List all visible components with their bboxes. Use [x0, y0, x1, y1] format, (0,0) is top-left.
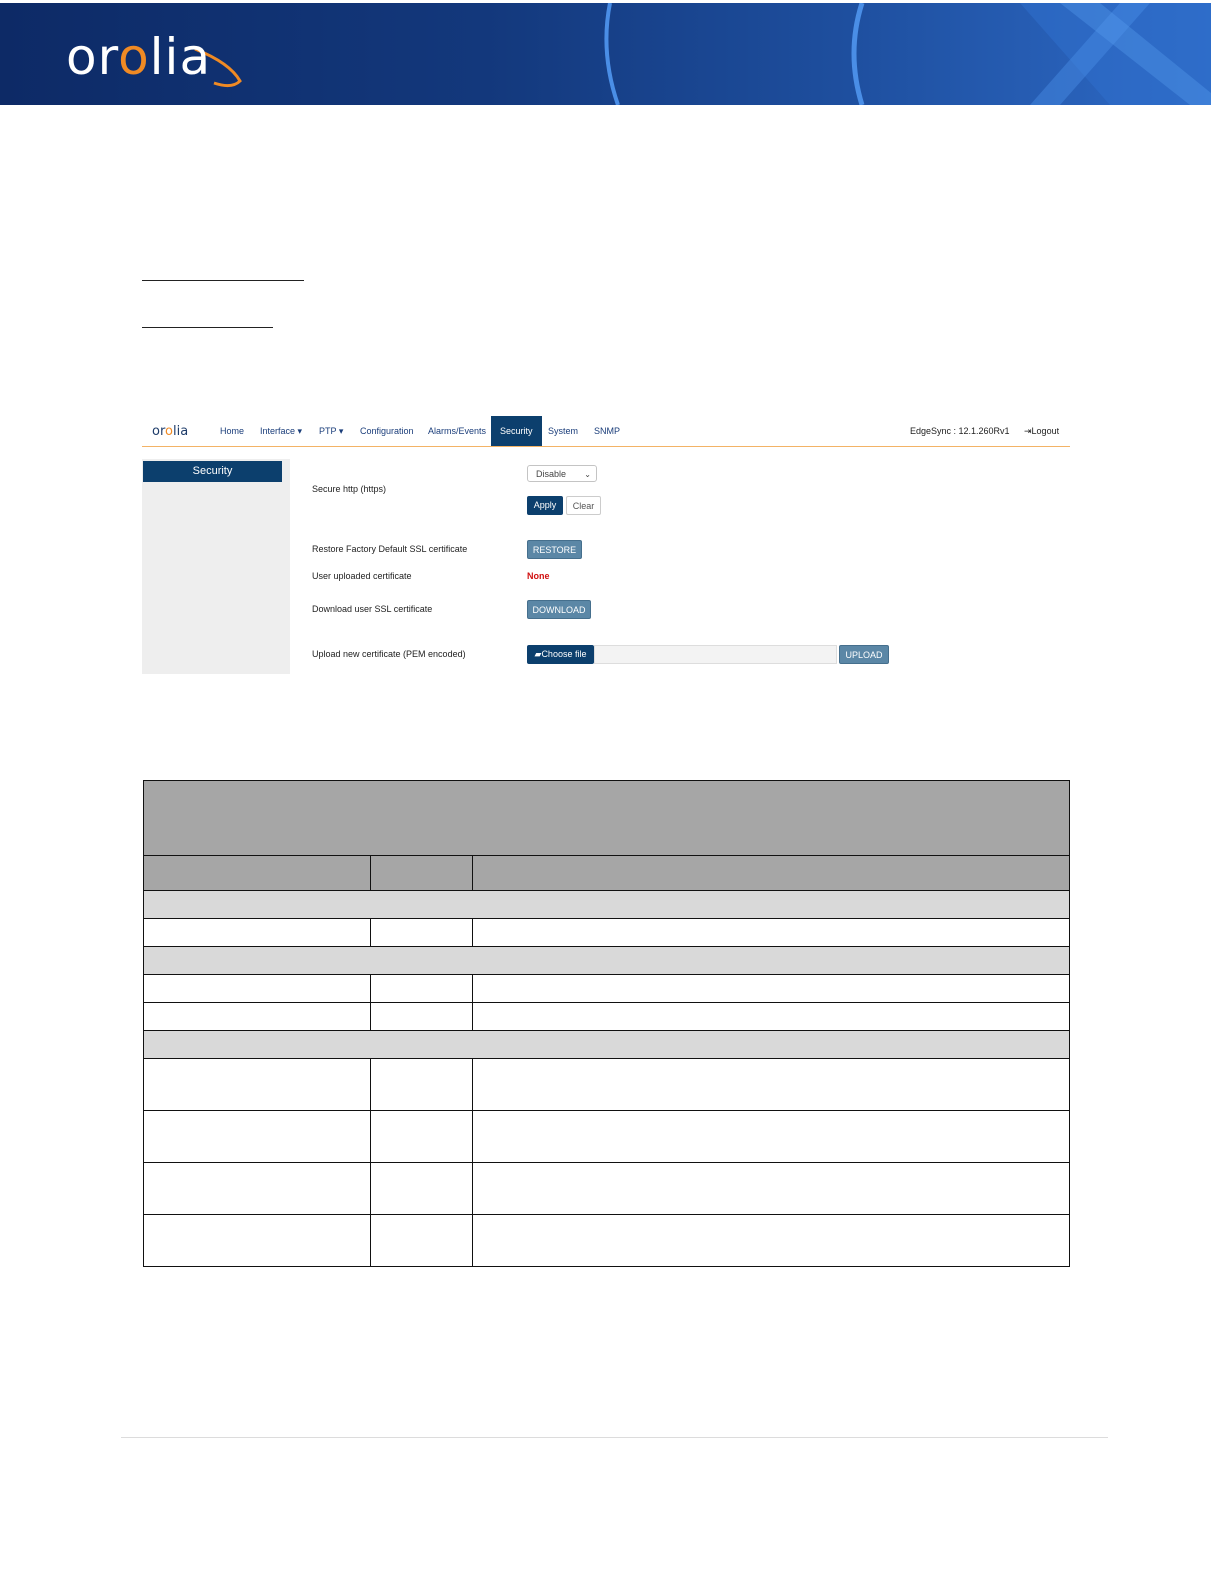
footer-divider: [121, 1437, 1108, 1438]
nav-system[interactable]: System: [548, 426, 579, 436]
restore-button[interactable]: RESTORE: [527, 540, 582, 559]
table-row: [144, 1003, 1070, 1031]
sidebar-item-security[interactable]: Security: [143, 461, 282, 482]
table-title-row: [144, 781, 1070, 856]
table-section-row: [144, 947, 1070, 975]
nav-snmp[interactable]: SNMP: [594, 426, 621, 436]
logout-link[interactable]: [1024, 416, 1059, 446]
settings-table: [143, 780, 1070, 1267]
file-name-field[interactable]: [594, 645, 837, 664]
table-row: [144, 1059, 1070, 1111]
logout-label: Logout: [1031, 426, 1060, 436]
upload-label: Upload new certificate (PEM encoded): [312, 649, 466, 659]
nav-configuration[interactable]: Configuration: [360, 426, 414, 436]
upload-button[interactable]: UPLOAD: [839, 645, 889, 664]
device-version: EdgeSync : 12.1.260Rv1: [910, 426, 1010, 436]
nav-alarms-events[interactable]: Alarms/Events: [428, 426, 487, 436]
table-row: [144, 975, 1070, 1003]
choose-file-label: Choose file: [541, 649, 587, 659]
download-label: Download user SSL certificate: [312, 604, 433, 614]
orolia-logo: orolia: [66, 28, 212, 86]
logout-icon: ⇥: [1024, 426, 1032, 436]
download-button[interactable]: DOWNLOAD: [527, 600, 591, 619]
choose-file-button[interactable]: [527, 645, 594, 664]
table-section-row: [144, 1031, 1070, 1059]
nav-logo[interactable]: orolia: [152, 424, 189, 439]
https-select[interactable]: [527, 465, 597, 482]
https-select-value: Disable: [536, 469, 567, 479]
table-row: [144, 1215, 1070, 1267]
security-page-screenshot: [142, 412, 1070, 674]
table-header-row: [144, 856, 1070, 891]
table-section-row: [144, 891, 1070, 919]
nav-security[interactable]: Security: [491, 416, 542, 446]
apply-button[interactable]: Apply: [527, 496, 563, 515]
nav-home[interactable]: Home: [220, 426, 245, 436]
table-row: [144, 1163, 1070, 1215]
nav-interface[interactable]: Interface ▾: [260, 426, 303, 436]
table-row: [144, 919, 1070, 947]
restore-label: Restore Factory Default SSL certificate: [312, 544, 468, 554]
user-cert-value: None: [527, 571, 550, 581]
https-label: Secure http (https): [312, 484, 387, 494]
chevron-down-icon: ⌄: [584, 470, 591, 479]
table-row: [144, 1111, 1070, 1163]
sidebar: [142, 459, 290, 674]
subheading-underline: [142, 327, 273, 328]
nav-ptp[interactable]: PTP ▾: [319, 426, 344, 436]
user-cert-label: User uploaded certificate: [312, 571, 412, 581]
folder-icon: ▰: [534, 649, 542, 659]
header-banner: [0, 3, 1211, 105]
clear-button[interactable]: Clear: [566, 496, 601, 515]
top-nav: [142, 416, 1070, 447]
heading-underline: [142, 280, 304, 281]
